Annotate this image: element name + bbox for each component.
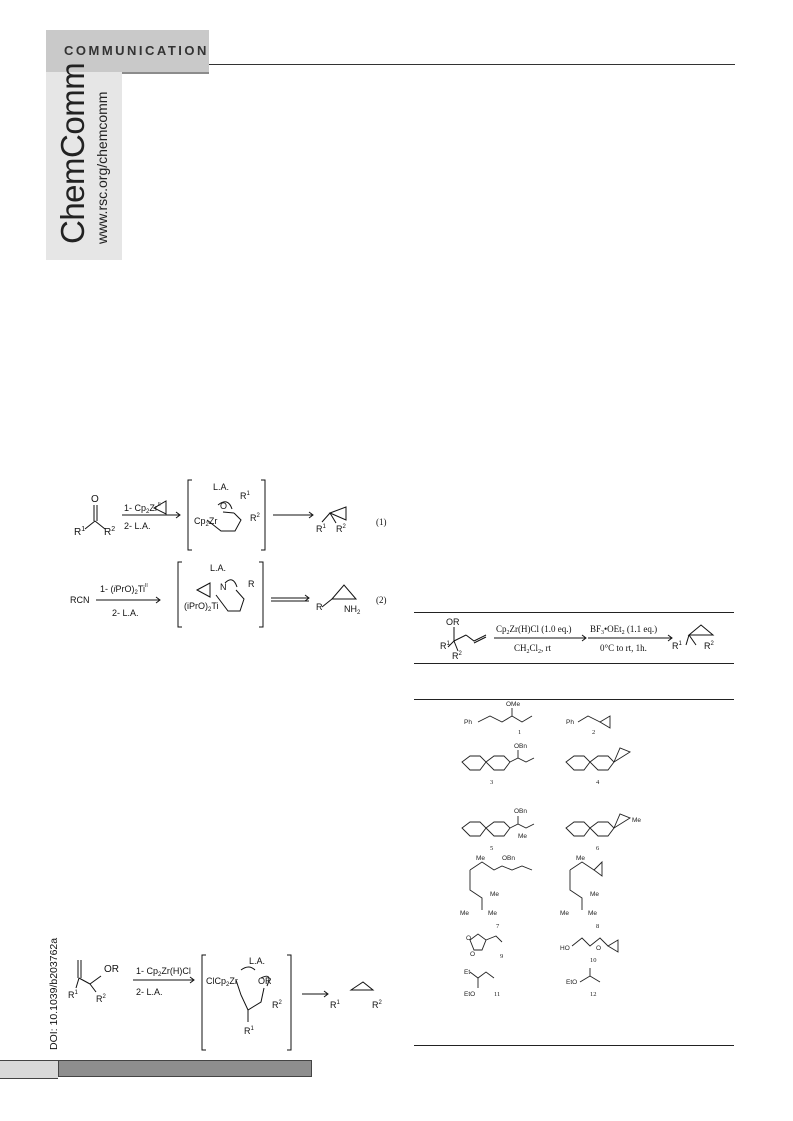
eq1-int-r1: $R^1$ xyxy=(240,491,250,501)
eq1-r1: $R^1$ xyxy=(74,526,86,538)
cmpd-8-label-0: Me xyxy=(576,855,586,862)
cmpd-11-label-0: Et xyxy=(464,969,471,976)
tbl-r2: $R^2$ xyxy=(452,651,462,661)
cmpd-12-id: 12 xyxy=(590,991,597,998)
cmpd-10-id: 10 xyxy=(590,957,597,964)
eq1-int-o: O xyxy=(220,501,228,511)
cmpd-5-label-0: OBn xyxy=(514,808,528,815)
cmpd-3-id: 3 xyxy=(490,779,494,786)
cmpd-5-label-1: Me xyxy=(518,833,528,840)
eq2-reactant: RCN xyxy=(70,595,90,605)
scheme-2 xyxy=(66,950,391,1055)
eq1-prod-r1: $R^1$ xyxy=(316,524,326,534)
s2-int-or: OR xyxy=(258,976,272,986)
cmpd-11-label-1: EtO xyxy=(464,991,476,998)
s2-prod-r2: $R^2$ xyxy=(372,1000,382,1010)
eq2-int-r: R xyxy=(248,579,255,589)
cmpd-7-id: 7 xyxy=(496,923,500,930)
eq1-r2: $R^2$ xyxy=(104,526,116,538)
table-rule-mid xyxy=(414,663,734,664)
tbl-cond2: 0°C to rt, 1h. xyxy=(600,643,647,653)
eq2-step2: 2- L.A. xyxy=(112,608,139,618)
cmpd-1-label-0: Ph xyxy=(464,719,472,726)
cmpd-11-id: 11 xyxy=(494,991,501,998)
cmpd-12-label-0: EtO xyxy=(566,979,578,986)
eq2-step1: 1- $(iPrO)_2Ti^{II}$ xyxy=(100,583,148,596)
s2-int-r1: $R^1$ xyxy=(244,1026,254,1036)
header-rule xyxy=(209,64,735,65)
tbl-prod-r1: $R^1$ xyxy=(672,641,682,651)
eq2-int-n: N xyxy=(220,582,227,592)
tbl-reagent2: $BF_3•OEt_2$ (1.1 eq.) xyxy=(590,624,658,636)
cmpd-4-id: 4 xyxy=(596,779,600,786)
eq1-carbonyl-o: O xyxy=(91,494,99,505)
tbl-reagent1: $Cp_2Zr(H)Cl$ (1.0 eq.) xyxy=(496,624,572,636)
eq1-int-metal: $Cp_2Zr$ xyxy=(194,516,218,528)
eq1-label: (1) xyxy=(376,517,387,527)
cmpd-7-label-2: Me xyxy=(490,891,500,898)
cmpd-6-label-0: Me xyxy=(632,817,642,824)
cmpd-6-id: 6 xyxy=(596,845,600,852)
tbl-prod-r2: $R^2$ xyxy=(704,641,714,651)
eq2-prod-r: R xyxy=(316,602,323,612)
cmpd-8-id: 8 xyxy=(596,923,600,930)
cmpd-7-label-3: Me xyxy=(460,910,470,917)
table-scheme xyxy=(414,613,734,663)
footer-bar-dark xyxy=(58,1060,312,1077)
eq2-prod-nh2: $NH_2$ xyxy=(344,604,361,616)
cmpd-10-label-0: HO xyxy=(560,945,570,952)
eq2-int-metal: $(iPrO)_2Ti$ xyxy=(184,601,219,613)
eq1-prod-r2: $R^2$ xyxy=(336,524,346,534)
tbl-reactant-or: OR xyxy=(446,617,460,627)
cmpd-7-label-4: Me xyxy=(488,910,498,917)
cmpd-1-label-1: OMe xyxy=(506,701,521,708)
cmpd-1-id: 1 xyxy=(518,729,522,736)
compound-grid xyxy=(440,700,710,1000)
section-label: COMMUNICATION xyxy=(64,43,209,58)
cmpd-9-id: 9 xyxy=(500,953,504,960)
s2-int-la: L.A. xyxy=(249,956,266,966)
cmpd-2-label-0: Ph xyxy=(566,719,574,726)
s2-reactant-r1: $R^1$ xyxy=(68,990,78,1000)
cmpd-5-id: 5 xyxy=(490,845,494,852)
cmpd-3-label-0: OBn xyxy=(514,743,528,750)
s2-step2: 2- L.A. xyxy=(136,987,163,997)
cmpd-9-label-1: O xyxy=(470,951,476,958)
eq2-int-la: L.A. xyxy=(210,563,227,573)
eq1-step1: 1- $Cp_2Zr^{II}$ xyxy=(124,502,161,515)
eq1-int-la: L.A. xyxy=(213,482,230,492)
table-rule-bottom xyxy=(414,1045,734,1046)
s2-int-r2: $R^2$ xyxy=(272,1000,282,1010)
cmpd-2-id: 2 xyxy=(592,729,596,736)
s2-int-metal: ClCp$_2$Zr xyxy=(206,976,238,988)
cmpd-8-label-1: Me xyxy=(590,891,600,898)
cmpd-7-label-0: Me xyxy=(476,855,486,862)
journal-band xyxy=(46,62,122,260)
doi-container xyxy=(48,937,68,1050)
eq1-int-r2: $R^2$ xyxy=(250,513,260,523)
scheme-1 xyxy=(60,475,395,635)
cmpd-8-label-2: Me xyxy=(560,910,570,917)
eq1-step2: 2- L.A. xyxy=(124,521,151,531)
s2-step1: 1- $Cp_2Zr(H)Cl$ xyxy=(136,966,191,978)
tbl-r1: $R^1$ xyxy=(440,641,450,651)
doi: DOI: 10.1039/b203762a xyxy=(48,937,60,1050)
eq2-label: (2) xyxy=(376,595,387,605)
journal-url: www.rsc.org/chemcomm xyxy=(94,91,110,244)
tbl-cond1: $CH_2Cl_2$, rt xyxy=(514,643,552,655)
cmpd-7-label-1: OBn xyxy=(502,855,516,862)
cmpd-8-label-3: Me xyxy=(588,910,598,917)
cmpd-9-label-0: O xyxy=(466,935,472,942)
journal-title: ChemComm xyxy=(54,62,91,244)
s2-reactant-r2: $R^2$ xyxy=(96,994,106,1004)
s2-prod-r1: $R^1$ xyxy=(330,1000,340,1010)
footer-bar-light xyxy=(0,1060,58,1079)
s2-reactant-or: OR xyxy=(104,964,119,975)
cmpd-10-label-1: O xyxy=(596,945,602,952)
